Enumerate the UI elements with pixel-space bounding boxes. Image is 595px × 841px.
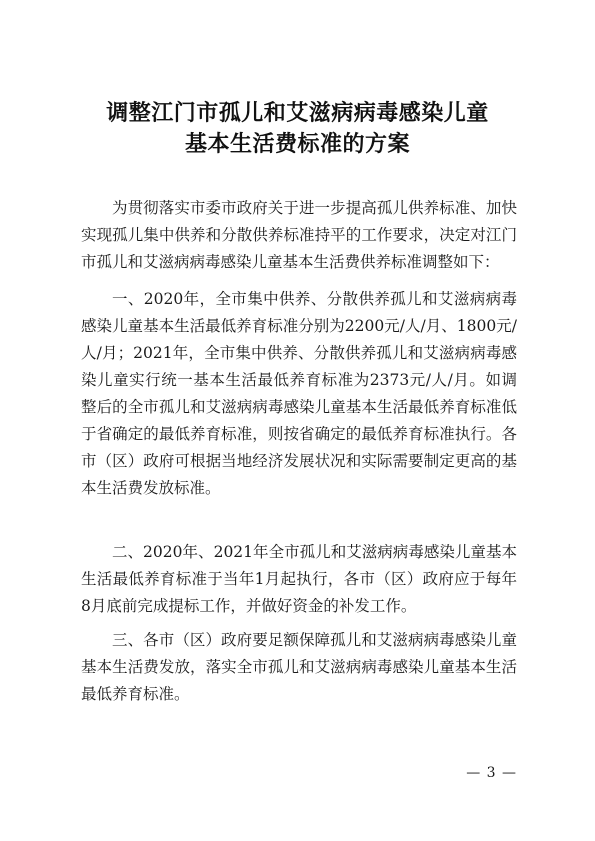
paragraph-item-2-text: 二、2020年、2021年全市孤儿和艾滋病病毒感染儿童基本生活最低养育标准于当年1月起执行，各市（区）政府应于每年8月底前完成提标工作，并做好资金的补发工作。 <box>81 543 517 615</box>
document-title-line-2: 基本生活费标准的方案 <box>184 131 410 157</box>
paragraph-intro <box>81 195 517 276</box>
paragraph-item-1 <box>81 286 517 502</box>
paragraph-intro-text: 为贯彻落实市委市政府关于进一步提高孤儿供养标准、加快实现孤儿集中供养和分散供养标准持平的工作要求，决定对江门市孤儿和艾滋病病毒感染儿童基本生活费供养标准调整如下： <box>81 199 517 271</box>
paragraph-item-2 <box>81 539 517 620</box>
paragraph-item-1-text: 一、2020年，全市集中供养、分散供养孤儿和艾滋病病毒感染儿童基本生活最低养育标准分别为2200元/人/月、1800元/人/月；2021年，全市集中供养、分散供养孤儿和艾滋病病毒感染儿童实行统一基本生活最低养育标准为2373元/人/月。如调整后的全市孤儿和艾滋病病毒感染儿童基本生活最低养育标准低于省确定的最低养育标准，则按省确定的最低养育标准执行。各市（区）政府可根据当地经济发展状况和实际需要制定更高的基本生活费发放标准。 <box>81 290 517 497</box>
document-title-line-1: 调整江门市孤儿和艾滋病病毒感染儿童 <box>106 100 489 126</box>
page-number: — 3 — <box>466 765 517 781</box>
paragraph-item-3 <box>81 627 517 708</box>
paragraph-item-3-text: 三、各市（区）政府要足额保障孤儿和艾滋病病毒感染儿童基本生活费发放，落实全市孤儿和艾滋病病毒感染儿童基本生活最低养育标准。 <box>81 631 517 703</box>
